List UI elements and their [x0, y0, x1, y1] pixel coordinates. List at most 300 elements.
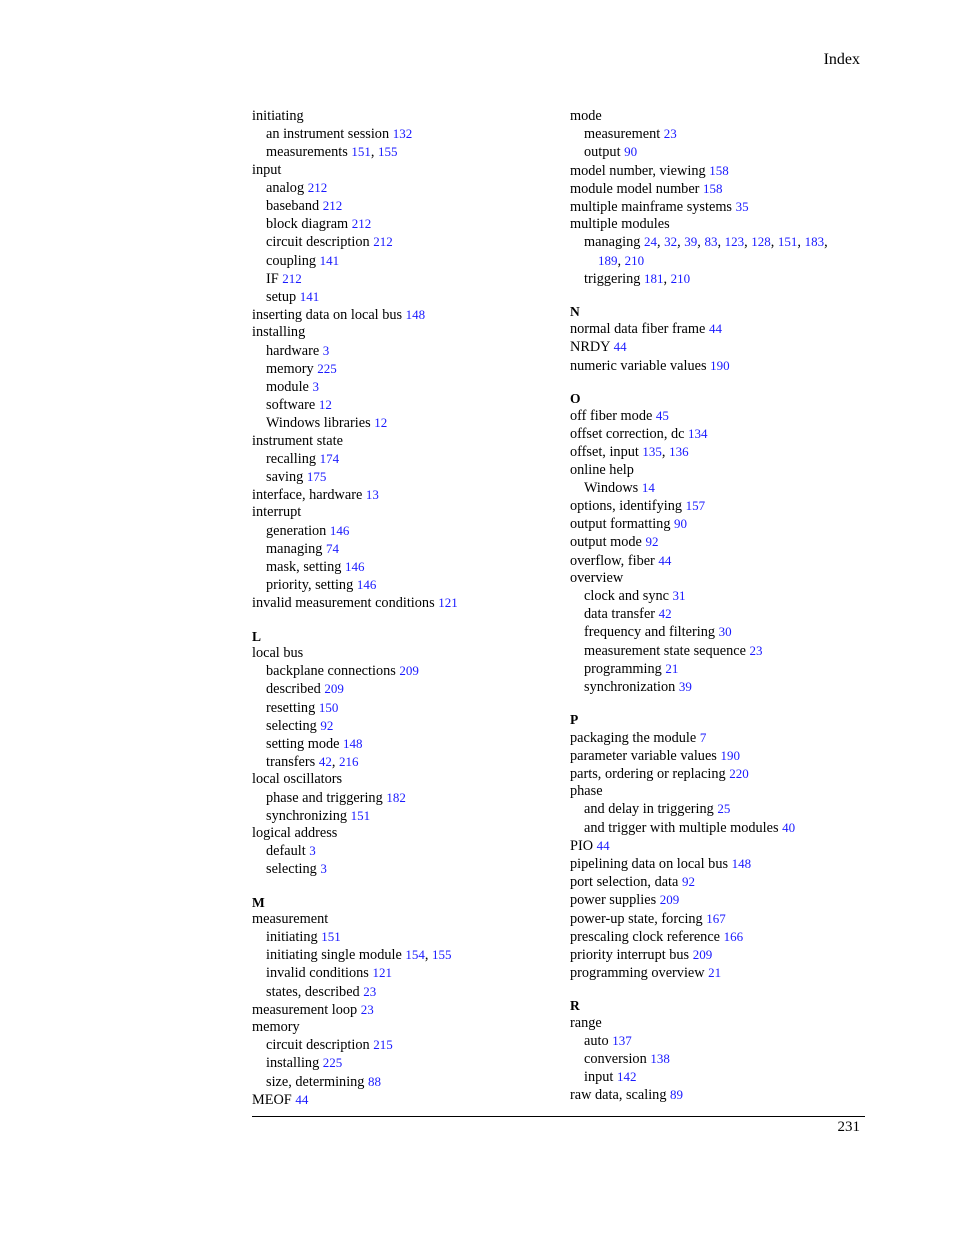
page-link[interactable]: 42: [318, 754, 332, 770]
index-letter-heading: M: [252, 894, 265, 910]
index-subentry: [252, 414, 552, 432]
index-term: clock and sync: [584, 588, 669, 605]
index-term: described: [266, 681, 321, 698]
index-entry: [252, 594, 552, 612]
page-link[interactable]: 39: [678, 679, 692, 695]
index-term: power-up state, forcing: [570, 910, 703, 927]
index-term: interrupt: [252, 504, 302, 521]
index-term: generation: [266, 522, 327, 539]
index-term: model number, viewing: [570, 162, 706, 179]
page-link[interactable]: 90: [674, 516, 688, 532]
page-link[interactable]: 212: [322, 198, 343, 214]
index-term: and delay in triggering: [584, 801, 714, 818]
index-term: multiple mainframe systems: [570, 199, 732, 216]
index-term: managing: [266, 540, 323, 557]
index-subentry: [252, 1054, 552, 1072]
index-term: output mode: [570, 534, 642, 551]
index-term: setup: [266, 289, 297, 306]
index-term: port selection, data: [570, 874, 679, 891]
index-entry: [570, 320, 860, 338]
page-link[interactable]: 155: [432, 947, 452, 963]
index-term: priority interrupt bus: [570, 946, 690, 963]
index-subentry: [570, 1068, 860, 1086]
index-term: software: [266, 397, 316, 414]
index-term: overflow, fiber: [570, 552, 655, 569]
index-entry: [570, 552, 860, 570]
index-term: hardware: [266, 342, 320, 359]
page-link[interactable]: 44: [613, 339, 627, 355]
index-subentry: transfers 42, 216: [266, 754, 359, 771]
index-term: measurements: [266, 144, 348, 161]
index-term: measurement loop: [252, 1001, 358, 1018]
index-term: installing: [266, 1055, 320, 1072]
index-subentry: [570, 819, 860, 837]
index-entry: [570, 891, 860, 909]
index-entry: [252, 911, 552, 928]
index-term: invalid conditions: [266, 965, 369, 982]
index-term: pipelining data on local bus: [570, 855, 729, 872]
index-entry: [252, 1091, 552, 1109]
index-subentry: [252, 197, 552, 215]
index-term: parts, ordering or replacing: [570, 765, 726, 782]
index-entry: [570, 837, 860, 855]
index-term: installing: [252, 324, 306, 341]
page-link[interactable]: 7: [699, 729, 707, 745]
index-term: and trigger with multiple modules: [584, 819, 779, 836]
index-term: power supplies: [570, 892, 657, 909]
page-link[interactable]: 209: [399, 663, 419, 679]
index-term: logical address: [252, 824, 338, 841]
index-entry: [570, 338, 860, 356]
page-link[interactable]: 135: [642, 444, 662, 460]
index-subentry: [252, 717, 552, 735]
index-subentry: [252, 522, 552, 540]
page-link[interactable]: 12: [318, 397, 332, 413]
index-entry: [570, 747, 860, 765]
index-term: memory: [252, 1018, 300, 1035]
index-subentry: [252, 540, 552, 558]
index-entry: [570, 570, 860, 587]
index-letter-heading: L: [252, 628, 262, 644]
page-link[interactable]: 212: [307, 179, 328, 195]
page-link[interactable]: 23: [363, 983, 377, 999]
index-term: managing: [584, 234, 641, 251]
index-term: analog: [266, 179, 305, 196]
index-term: default: [266, 843, 306, 860]
page-link[interactable]: 209: [692, 946, 713, 962]
page-link[interactable]: 35: [735, 199, 749, 215]
page-number: 231: [837, 1119, 860, 1135]
index-term: initiating single module: [266, 947, 402, 964]
index-entry: [252, 771, 552, 788]
index-subentry: [570, 1032, 860, 1050]
page-link[interactable]: 44: [708, 321, 722, 337]
page-link[interactable]: 225: [317, 360, 337, 376]
page-link[interactable]: 3: [312, 379, 319, 395]
index-term: coupling: [266, 252, 317, 269]
page-link[interactable]: 3: [320, 861, 327, 877]
page-link[interactable]: 132: [392, 126, 413, 142]
page-link[interactable]: 32: [664, 234, 678, 250]
page-link[interactable]: 151: [321, 928, 341, 944]
page-link[interactable]: 23: [360, 1001, 374, 1017]
page-link[interactable]: 42: [658, 606, 672, 622]
index-entry: [570, 515, 860, 533]
index-term: triggering: [584, 270, 641, 287]
index-entry: [570, 216, 860, 233]
index-term: synchronization: [584, 679, 676, 696]
index-entry: [252, 306, 552, 324]
page-link[interactable]: 88: [368, 1073, 382, 1089]
page-link[interactable]: 158: [709, 162, 729, 178]
page-link[interactable]: 212: [282, 270, 302, 286]
index-subentry: [570, 660, 860, 678]
index-term: input: [584, 1069, 614, 1086]
index-term: invalid measurement conditions: [252, 595, 435, 612]
index-entry: [570, 462, 860, 479]
index-subentry: [252, 270, 552, 288]
index-term: initiating: [252, 108, 304, 124]
page-link[interactable]: 40: [782, 819, 796, 835]
page-link[interactable]: 148: [343, 735, 363, 751]
index-term: raw data, scaling: [570, 1087, 667, 1104]
index-entry: [570, 108, 860, 125]
index-term: PIO: [570, 837, 594, 854]
index-subentry: initiating single module 154, 155: [266, 947, 452, 964]
page-link[interactable]: 190: [710, 357, 730, 373]
index-entry: [570, 910, 860, 928]
page-link[interactable]: 209: [659, 892, 680, 908]
page-link[interactable]: 14: [641, 479, 655, 495]
page-link[interactable]: 181: [643, 270, 664, 286]
index-term: Windows: [584, 479, 639, 496]
index-term: selecting: [266, 717, 317, 734]
index-term: transfers: [266, 754, 316, 771]
index-term: online help: [570, 461, 634, 478]
page-link[interactable]: 148: [731, 855, 752, 871]
page-link[interactable]: 31: [672, 588, 686, 604]
page-link[interactable]: 23: [749, 642, 763, 658]
index-term: resetting: [266, 699, 316, 716]
index-subentry: [570, 623, 860, 641]
index-subentry: [252, 662, 552, 680]
index-entry: [570, 1086, 860, 1104]
index-letter-heading: N: [570, 304, 580, 320]
page-link[interactable]: 166: [723, 928, 744, 944]
page-link[interactable]: 155: [378, 144, 398, 160]
index-term: instrument state: [252, 432, 343, 449]
page-link[interactable]: 136: [669, 444, 689, 460]
index-term: options, identifying: [570, 498, 682, 515]
index-subentry: [252, 680, 552, 698]
index-column-left: [252, 108, 552, 1109]
index-subentry: [252, 215, 552, 233]
index-term: parameter variable values: [570, 747, 717, 764]
page-link[interactable]: 3: [322, 342, 330, 358]
index-entry: [252, 162, 552, 179]
page-link[interactable]: 83: [704, 234, 718, 250]
index-entry: [570, 180, 860, 198]
page-link[interactable]: 23: [663, 126, 677, 142]
index-term: states, described: [266, 983, 360, 1000]
index-subentry: [252, 964, 552, 982]
index-entry: [252, 433, 552, 450]
index-term: offset correction, dc: [570, 426, 685, 443]
index-subentry: [252, 983, 552, 1001]
index-entry: offset, input 135, 136: [570, 444, 689, 461]
index-subentry: triggering 181, 210: [584, 270, 691, 287]
index-entry: [570, 873, 860, 891]
index-term: setting mode: [266, 735, 340, 752]
page-link[interactable]: 92: [681, 874, 695, 890]
page-link[interactable]: 190: [720, 747, 740, 763]
page-link[interactable]: 92: [645, 534, 659, 550]
index-subentry: [570, 800, 860, 818]
index-term: offset, input: [570, 444, 639, 461]
page-link[interactable]: 141: [319, 252, 340, 268]
page-link[interactable]: 21: [665, 660, 679, 676]
index-term: inserting data on local bus: [252, 307, 403, 324]
index-term: conversion: [584, 1050, 647, 1067]
index-subentry: [570, 587, 860, 605]
index-term: circuit description: [266, 234, 370, 251]
index-term: local bus: [252, 644, 304, 661]
index-term: priority, setting: [266, 577, 354, 594]
index-entry: [252, 486, 552, 504]
index-subentry: [570, 143, 860, 161]
index-entry: [570, 946, 860, 964]
page-link[interactable]: 45: [655, 408, 669, 424]
page-link[interactable]: 134: [688, 426, 708, 442]
index-subentry: [252, 233, 552, 251]
page-link[interactable]: 212: [373, 234, 393, 250]
index-entry: [252, 108, 552, 125]
index-subentry: 189, 210: [598, 252, 645, 269]
page-link[interactable]: 12: [374, 415, 388, 431]
index-entry: [252, 324, 552, 341]
index-term: programming: [584, 660, 662, 677]
index-term: local oscillators: [252, 771, 343, 788]
index-entry: [252, 645, 552, 662]
index-subentry: [570, 605, 860, 623]
index-subentry: [570, 1050, 860, 1068]
page-link[interactable]: 128: [751, 234, 771, 250]
index-letter-heading: O: [570, 390, 581, 406]
index-term: overview: [570, 569, 624, 586]
index-term: prescaling clock reference: [570, 928, 721, 945]
index-subentry: [570, 479, 860, 497]
index-term: output formatting: [570, 516, 671, 533]
index-term: mask, setting: [266, 559, 342, 576]
page-link[interactable]: 154: [405, 947, 425, 963]
index-term: circuit description: [266, 1037, 370, 1054]
index-subentry: [252, 1036, 552, 1054]
index-subentry: [252, 576, 552, 594]
index-entry: [252, 1019, 552, 1036]
footer-rule: [252, 1116, 865, 1117]
page-link[interactable]: 21: [708, 965, 722, 981]
page-link[interactable]: 183: [804, 234, 825, 250]
index-subentry: [252, 468, 552, 486]
index-entry: [570, 357, 860, 375]
index-term: mode: [570, 108, 602, 124]
page-link[interactable]: 215: [373, 1037, 393, 1053]
index-subentry: measurements 151, 155: [266, 144, 398, 161]
page-link[interactable]: 30: [718, 624, 732, 640]
index-entry: [570, 533, 860, 551]
index-subentry: [252, 288, 552, 306]
page-link[interactable]: 167: [706, 910, 726, 926]
index-entry: [570, 162, 860, 180]
page-link[interactable]: 212: [351, 216, 372, 232]
index-subentry: [252, 928, 552, 946]
index-entry: [252, 504, 552, 521]
index-term: measurement: [584, 126, 661, 143]
page-link[interactable]: 90: [624, 144, 638, 160]
index-entry: [570, 198, 860, 216]
index-term: block diagram: [266, 216, 349, 233]
page-link[interactable]: 151: [350, 807, 371, 823]
index-term: backplane connections: [266, 663, 396, 680]
page-link[interactable]: 39: [684, 234, 698, 250]
page-link[interactable]: 216: [338, 754, 359, 770]
page-link[interactable]: 3: [309, 843, 316, 859]
page-link[interactable]: 210: [670, 270, 691, 286]
page-link[interactable]: 123: [724, 234, 745, 250]
page-link[interactable]: 24: [643, 234, 657, 250]
index-subentry: [252, 396, 552, 414]
index-term: memory: [266, 360, 314, 377]
index-entry: [570, 1015, 860, 1032]
index-term: programming overview: [570, 965, 705, 982]
index-term: recalling: [266, 450, 317, 467]
index-entry: [570, 783, 860, 800]
page-link[interactable]: 150: [318, 699, 339, 715]
index-entry: [570, 407, 860, 425]
index-subentry: [252, 179, 552, 197]
index-term: range: [570, 1014, 602, 1031]
index-term: packaging the module: [570, 729, 697, 746]
index-subentry: [570, 678, 860, 696]
index-term: numeric variable values: [570, 357, 707, 374]
page-link[interactable]: 138: [650, 1050, 670, 1066]
index-letter-heading: R: [570, 998, 580, 1014]
page-link[interactable]: 225: [322, 1055, 343, 1071]
index-term: size, determining: [266, 1073, 365, 1090]
index-subentry: [252, 699, 552, 717]
page-link[interactable]: 220: [729, 765, 749, 781]
page-link[interactable]: 189: [598, 252, 618, 268]
index-subentry: [252, 1073, 552, 1091]
page-link[interactable]: 151: [351, 144, 371, 160]
page-link[interactable]: 146: [356, 577, 377, 593]
index-subentry: [570, 642, 860, 660]
index-term: multiple modules: [570, 216, 670, 233]
page-link[interactable]: 74: [325, 540, 339, 556]
index-term: selecting: [266, 861, 317, 878]
index-entry: [570, 729, 860, 747]
page-link[interactable]: 210: [624, 252, 645, 268]
index-term: saving: [266, 469, 304, 486]
index-subentry: [252, 807, 552, 825]
page-link[interactable]: 182: [386, 789, 406, 805]
index-term: Windows libraries: [266, 415, 371, 432]
page-link[interactable]: 89: [670, 1087, 684, 1103]
page-link[interactable]: 44: [658, 552, 672, 568]
index-subentry: [252, 735, 552, 753]
index-subentry: [252, 789, 552, 807]
index-entry: [570, 964, 860, 982]
page-link[interactable]: 146: [345, 559, 365, 575]
page-link[interactable]: 92: [320, 717, 334, 733]
index-entry: [570, 425, 860, 443]
page-link[interactable]: 44: [596, 837, 610, 853]
page-link[interactable]: 121: [372, 965, 392, 981]
index-term: baseband: [266, 198, 320, 215]
page-link[interactable]: 148: [405, 307, 426, 323]
index-term: measurement: [252, 910, 329, 927]
index-subentry: [252, 842, 552, 860]
page-link[interactable]: 13: [365, 487, 379, 503]
page-link[interactable]: 151: [777, 234, 798, 250]
page-link[interactable]: 142: [616, 1069, 637, 1085]
index-term: input: [252, 161, 282, 178]
index-subentry: [252, 378, 552, 396]
index-term: module model number: [570, 180, 700, 197]
page-link[interactable]: 25: [717, 801, 731, 817]
page-link[interactable]: 146: [329, 522, 350, 538]
page-link[interactable]: 141: [299, 289, 320, 305]
index-subentry: [252, 342, 552, 360]
page-link[interactable]: 137: [612, 1032, 632, 1048]
index-term: synchronizing: [266, 807, 347, 824]
index-term: phase and triggering: [266, 789, 383, 806]
index-entry: [570, 928, 860, 946]
index-term: frequency and filtering: [584, 624, 715, 641]
index-subentry: [252, 450, 552, 468]
index-term: normal data fiber frame: [570, 321, 706, 338]
index-subentry: [252, 125, 552, 143]
index-term: output: [584, 144, 621, 161]
index-entry: [570, 497, 860, 515]
index-letter-heading: P: [570, 712, 579, 728]
running-header: Index: [823, 51, 860, 68]
index-column-right: [570, 108, 860, 1105]
index-term: data transfer: [584, 606, 656, 623]
index-term: MEOF: [252, 1091, 292, 1108]
page-link[interactable]: 175: [306, 469, 327, 485]
index-term: measurement state sequence: [584, 642, 746, 659]
page-link[interactable]: 157: [685, 498, 706, 514]
index-term: off fiber mode: [570, 408, 653, 425]
index-subentry: [252, 360, 552, 378]
index-term: NRDY: [570, 339, 610, 356]
index-entry: [570, 855, 860, 873]
page-link[interactable]: 174: [319, 450, 340, 466]
index-entry: [252, 825, 552, 842]
index-term: initiating: [266, 928, 318, 945]
index-term: auto: [584, 1032, 609, 1049]
page-link[interactable]: 44: [295, 1091, 309, 1107]
page-link[interactable]: 158: [703, 180, 723, 196]
index-term: interface, hardware: [252, 487, 363, 504]
index-subentry: [252, 252, 552, 270]
page-link[interactable]: 121: [438, 595, 458, 611]
index-term: an instrument session: [266, 126, 390, 143]
index-subentry: [252, 558, 552, 576]
page-link[interactable]: 209: [324, 681, 344, 697]
index-subentry: [252, 860, 552, 878]
